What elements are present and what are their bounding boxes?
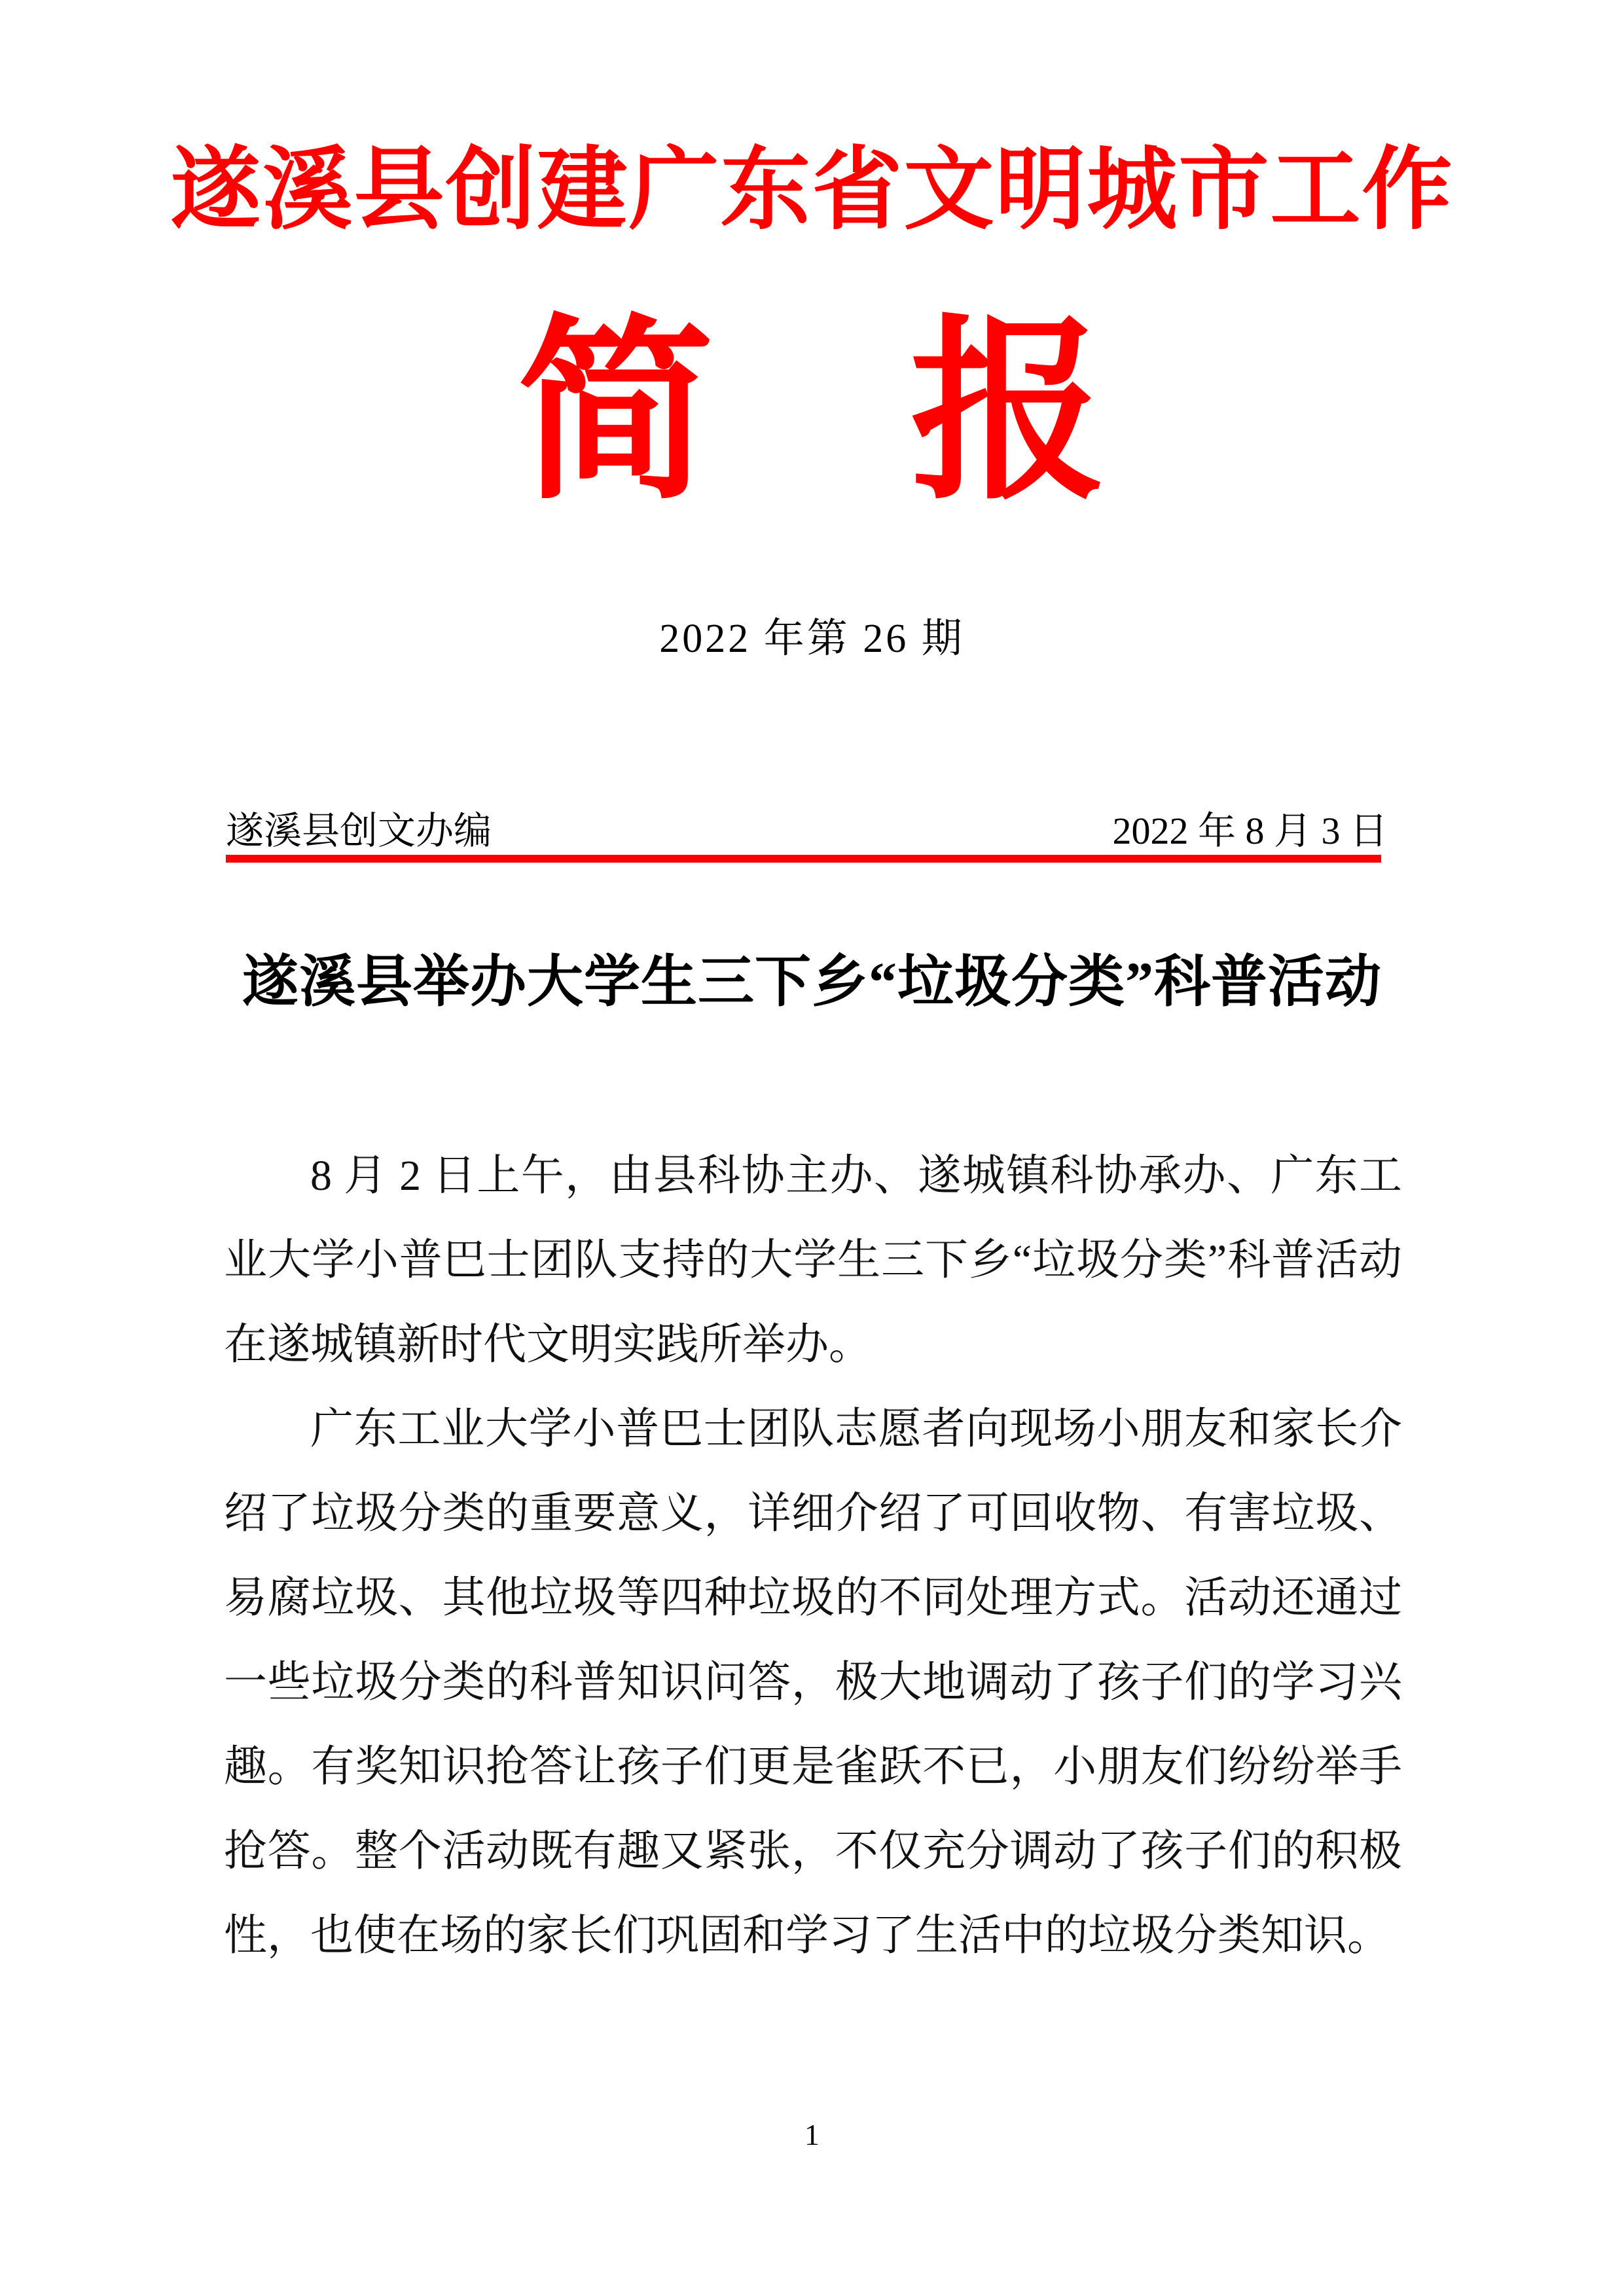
masthead-main-title-char1: 简: [517, 305, 714, 522]
article-paragraph-2: 广东工业大学小普巴士团队志愿者向现场小朋友和家长介绍了垃圾分类的重要意义，详细介绍了可回收物、有害垃圾、易腐垃圾、其他垃圾等四种垃圾的不同处理方式。活动还通过一些垃圾分类的科普知识问答，极大地调动了孩子们的学习兴趣。有奖知识抢答让孩子们更是雀跃不已，小朋友们纷纷举手抢答。整个活动既有趣又紧张，不仅充分调动了孩子们的积极性，也使在场的家长们巩固和学习了生活中的垃圾分类知识。: [224, 1405, 1402, 1960]
article-body: [224, 1134, 1402, 1978]
article-title: 遂溪县举办大学生三下乡“垃圾分类”科普活动: [242, 950, 1382, 1013]
masthead-main-title-char2: 报: [910, 305, 1107, 522]
masthead-main-title: [0, 296, 1624, 531]
meta-row: [226, 800, 1388, 855]
page-number: 1: [804, 2118, 820, 2151]
editor-label: 遂溪县创文办编: [226, 810, 492, 852]
red-divider-rule: [226, 855, 1381, 863]
issue-line: 2022 年第 26 期: [659, 617, 965, 661]
issue-date: 2022 年 8 月 3 日: [1112, 810, 1388, 852]
article-paragraph-1: 8 月 2 日上午，由县科协主办、遂城镇科协承办、广东工业大学小普巴士团队支持的大学生三下乡“垃圾分类”科普活动在遂城镇新时代文明实践所举办。: [224, 1152, 1402, 1369]
masthead-super-title: 遂溪县创建广东省文明城市工作: [170, 140, 1454, 240]
